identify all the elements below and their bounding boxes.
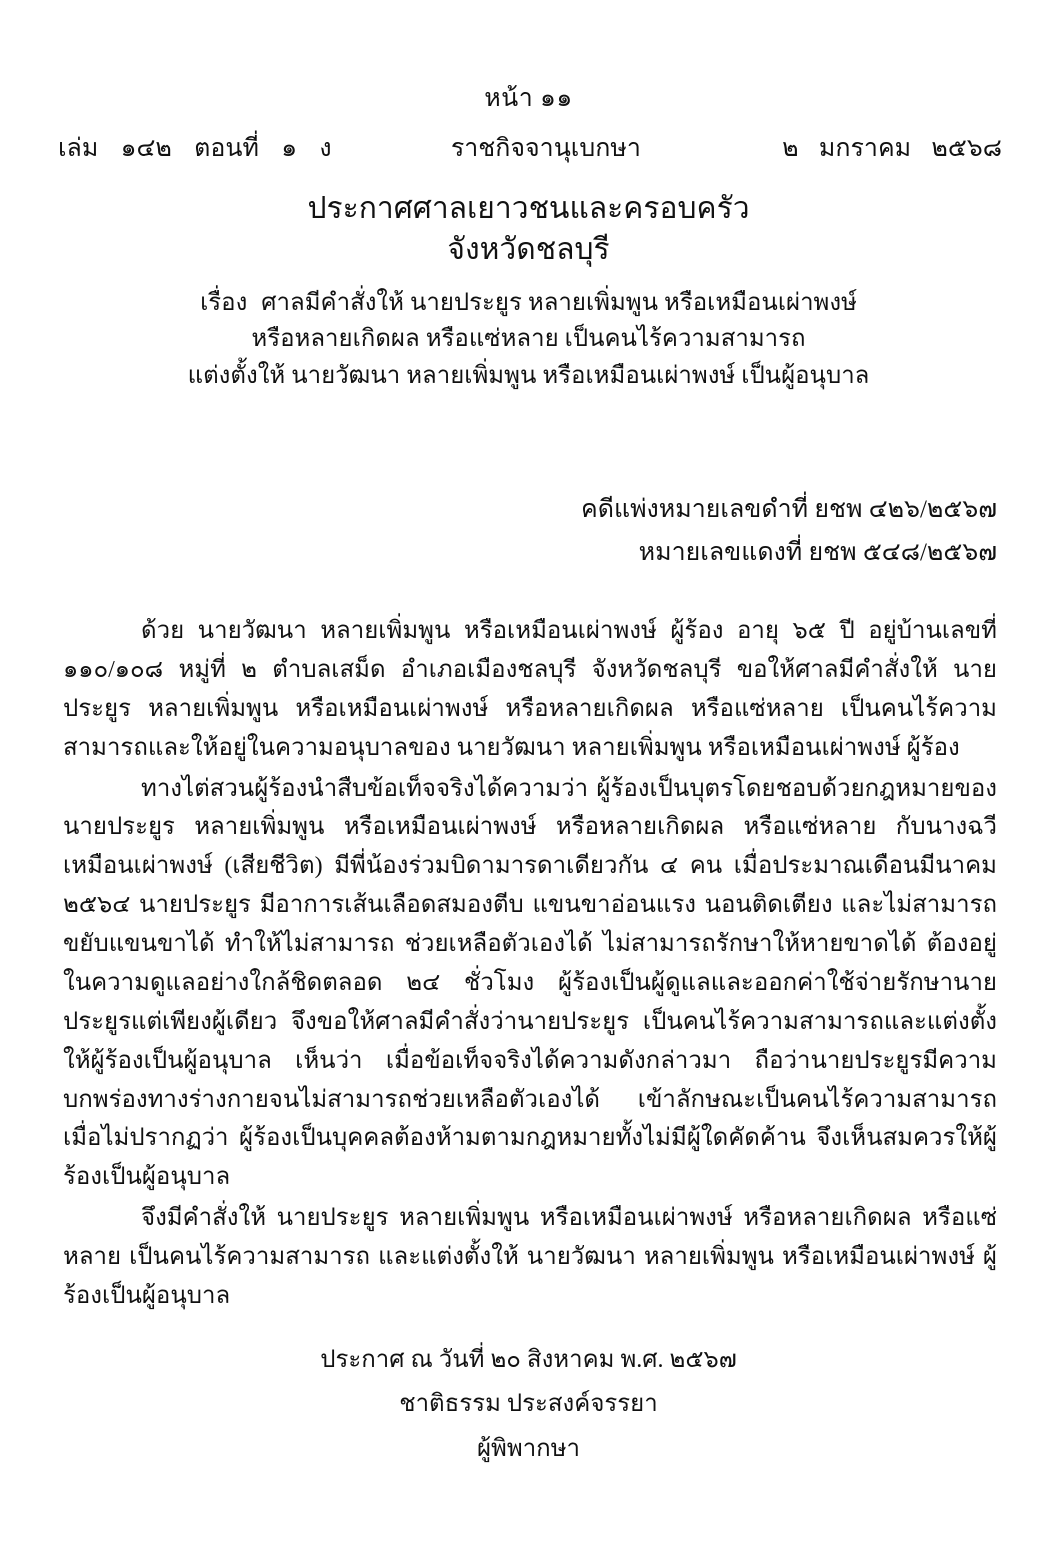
gazette-name: ราชกิจจานุเบกษา: [450, 135, 641, 162]
signer-name: ชาติธรรม ประสงค์จรรยา: [399, 1391, 658, 1418]
date-day: ๒: [782, 135, 799, 162]
body-paragraph-1: ด้วย นายวัฒนา หลายเพิ่มพูน หรือเหมือนเผ่าพงษ์ ผู้ร้อง อายุ ๖๕ ปี อยู่บ้านเลขที่ ๑๑๐/๑๐๘ หมู่ที่ ๒ ตำบลเสม็ด อำเภอเมืองชลบุรี จังหวัดชลบุรี ขอให้ศาลมีคำสั่งให้ นายประยูร หลายเพิ่มพูน หรือเหมือนเผ่าพงษ์ หรือหลายเกิดผล หรือแซ่หลาย เป็นคนไร้ความสามารถและให้อยู่ในความอนุบาลของ นายวัฒนา หลายเพิ่มพูน หรือเหมือนเผ่าพงษ์ ผู้ร้อง: [63, 618, 997, 761]
signature-block: [0, 1340, 1057, 1469]
date-month: มกราคม: [818, 135, 912, 162]
announcement-date: ประกาศ ณ วันที่ ๒๐ สิงหาคม พ.ศ. ๒๕๖๗: [320, 1347, 737, 1373]
subject-text-1: ศาลมีคำสั่งให้ นายประยูร หลายเพิ่มพูน หรือเหมือนเผ่าพงษ์: [261, 289, 857, 316]
section-label: ตอนที่: [194, 135, 259, 162]
announcement-title-block: [0, 188, 1057, 394]
volume-value: ๑๔๒: [120, 135, 172, 162]
subject-label: เรื่อง: [200, 289, 248, 316]
court-name-line2: จังหวัดชลบุรี: [447, 233, 610, 267]
court-name-line1: ประกาศศาลเยาวชนและครอบครัว: [307, 192, 750, 225]
page-header: [0, 78, 1057, 168]
red-case-number: หมายเลขแดงที่ ยชพ ๕๔๘/๒๕๖๗: [638, 539, 997, 566]
page-number: หน้า ๑๑: [484, 85, 573, 112]
case-number-block: [581, 488, 997, 574]
black-case-number: คดีแพ่งหมายเลขดำที่ ยชพ ๔๒๖/๒๕๖๗: [581, 496, 997, 523]
subject-line-1: [0, 285, 1057, 321]
volume-label: เล่ม: [58, 135, 99, 162]
date-year: ๒๕๖๘: [931, 135, 1002, 162]
volume-section-info: [58, 128, 348, 168]
signer-role: ผู้พิพากษา: [476, 1435, 580, 1462]
header-row: [0, 128, 1057, 168]
publication-date: [768, 128, 1002, 168]
section-suffix: ง: [319, 135, 332, 162]
subject-line-3: แต่งตั้งให้ นายวัฒนา หลายเพิ่มพูน หรือเหมือนเผ่าพงษ์ เป็นผู้อนุบาล: [187, 362, 870, 389]
subject-block: [0, 285, 1057, 394]
body-paragraph-2: ทางไต่สวนผู้ร้องนำสืบข้อเท็จจริงได้ความว่า ผู้ร้องเป็นบุตรโดยชอบด้วยกฎหมายของ นายประยูร หลายเพิ่มพูน หรือเหมือนเผ่าพงษ์ หรือหลายเกิดผล หรือแซ่หลาย กับนางฉวี เหมือนเผ่าพงษ์ (เสียชีวิต) มีพี่น้องร่วมบิดามารดาเดียวกัน ๔ คน เมื่อประมาณเดือนมีนาคม ๒๕๖๔ นายประยูร มีอาการเส้นเลือดสมองตีบ แขนขาอ่อนแรง นอนติดเตียง และไม่สามารถขยับแขนขาได้ ทำให้ไม่สามารถ ช่วยเหลือตัวเองได้ ไม่สามารถรักษาให้หายขาดได้ ต้องอยู่ในความดูแลอย่างใกล้ชิดตลอด ๒๔ ชั่วโมง ผู้ร้องเป็นผู้ดูแลและออกค่าใช้จ่ายรักษานายประยูรแต่เพียงผู้เดียว จึงขอให้ศาลมีคำสั่งว่านายประยูร เป็นคนไร้ความสามารถและแต่งตั้งให้ผู้ร้องเป็นผู้อนุบาล เห็นว่า เมื่อข้อเท็จจริงได้ความดังกล่าวมา ถือว่านายประยูรมีความบกพร่องทางร่างกายจนไม่สามารถช่วยเหลือตัวเองได้ เข้าลักษณะเป็นคนไร้ความสามารถ เมื่อไม่ปรากฏว่า ผู้ร้องเป็นบุคคลต้องห้ามตามกฎหมายทั้งไม่มีผู้ใดคัดค้าน จึงเห็นสมควรให้ผู้ร้องเป็นผู้อนุบาล: [63, 775, 997, 1191]
document-body: [63, 612, 997, 1318]
subject-line-2: หรือหลายเกิดผล หรือแซ่หลาย เป็นคนไร้ความสามารถ: [251, 326, 806, 353]
section-value: ๑: [281, 135, 298, 162]
body-paragraph-3: จึงมีคำสั่งให้ นายประยูร หลายเพิ่มพูน หรือเหมือนเผ่าพงษ์ หรือหลายเกิดผล หรือแซ่หลาย เป็นคนไร้ความสามารถ และแต่งตั้งให้ นายวัฒนา หลายเพิ่มพูน หรือเหมือนเผ่าพงษ์ ผู้ร้องเป็นผู้อนุบาล: [63, 1205, 997, 1309]
